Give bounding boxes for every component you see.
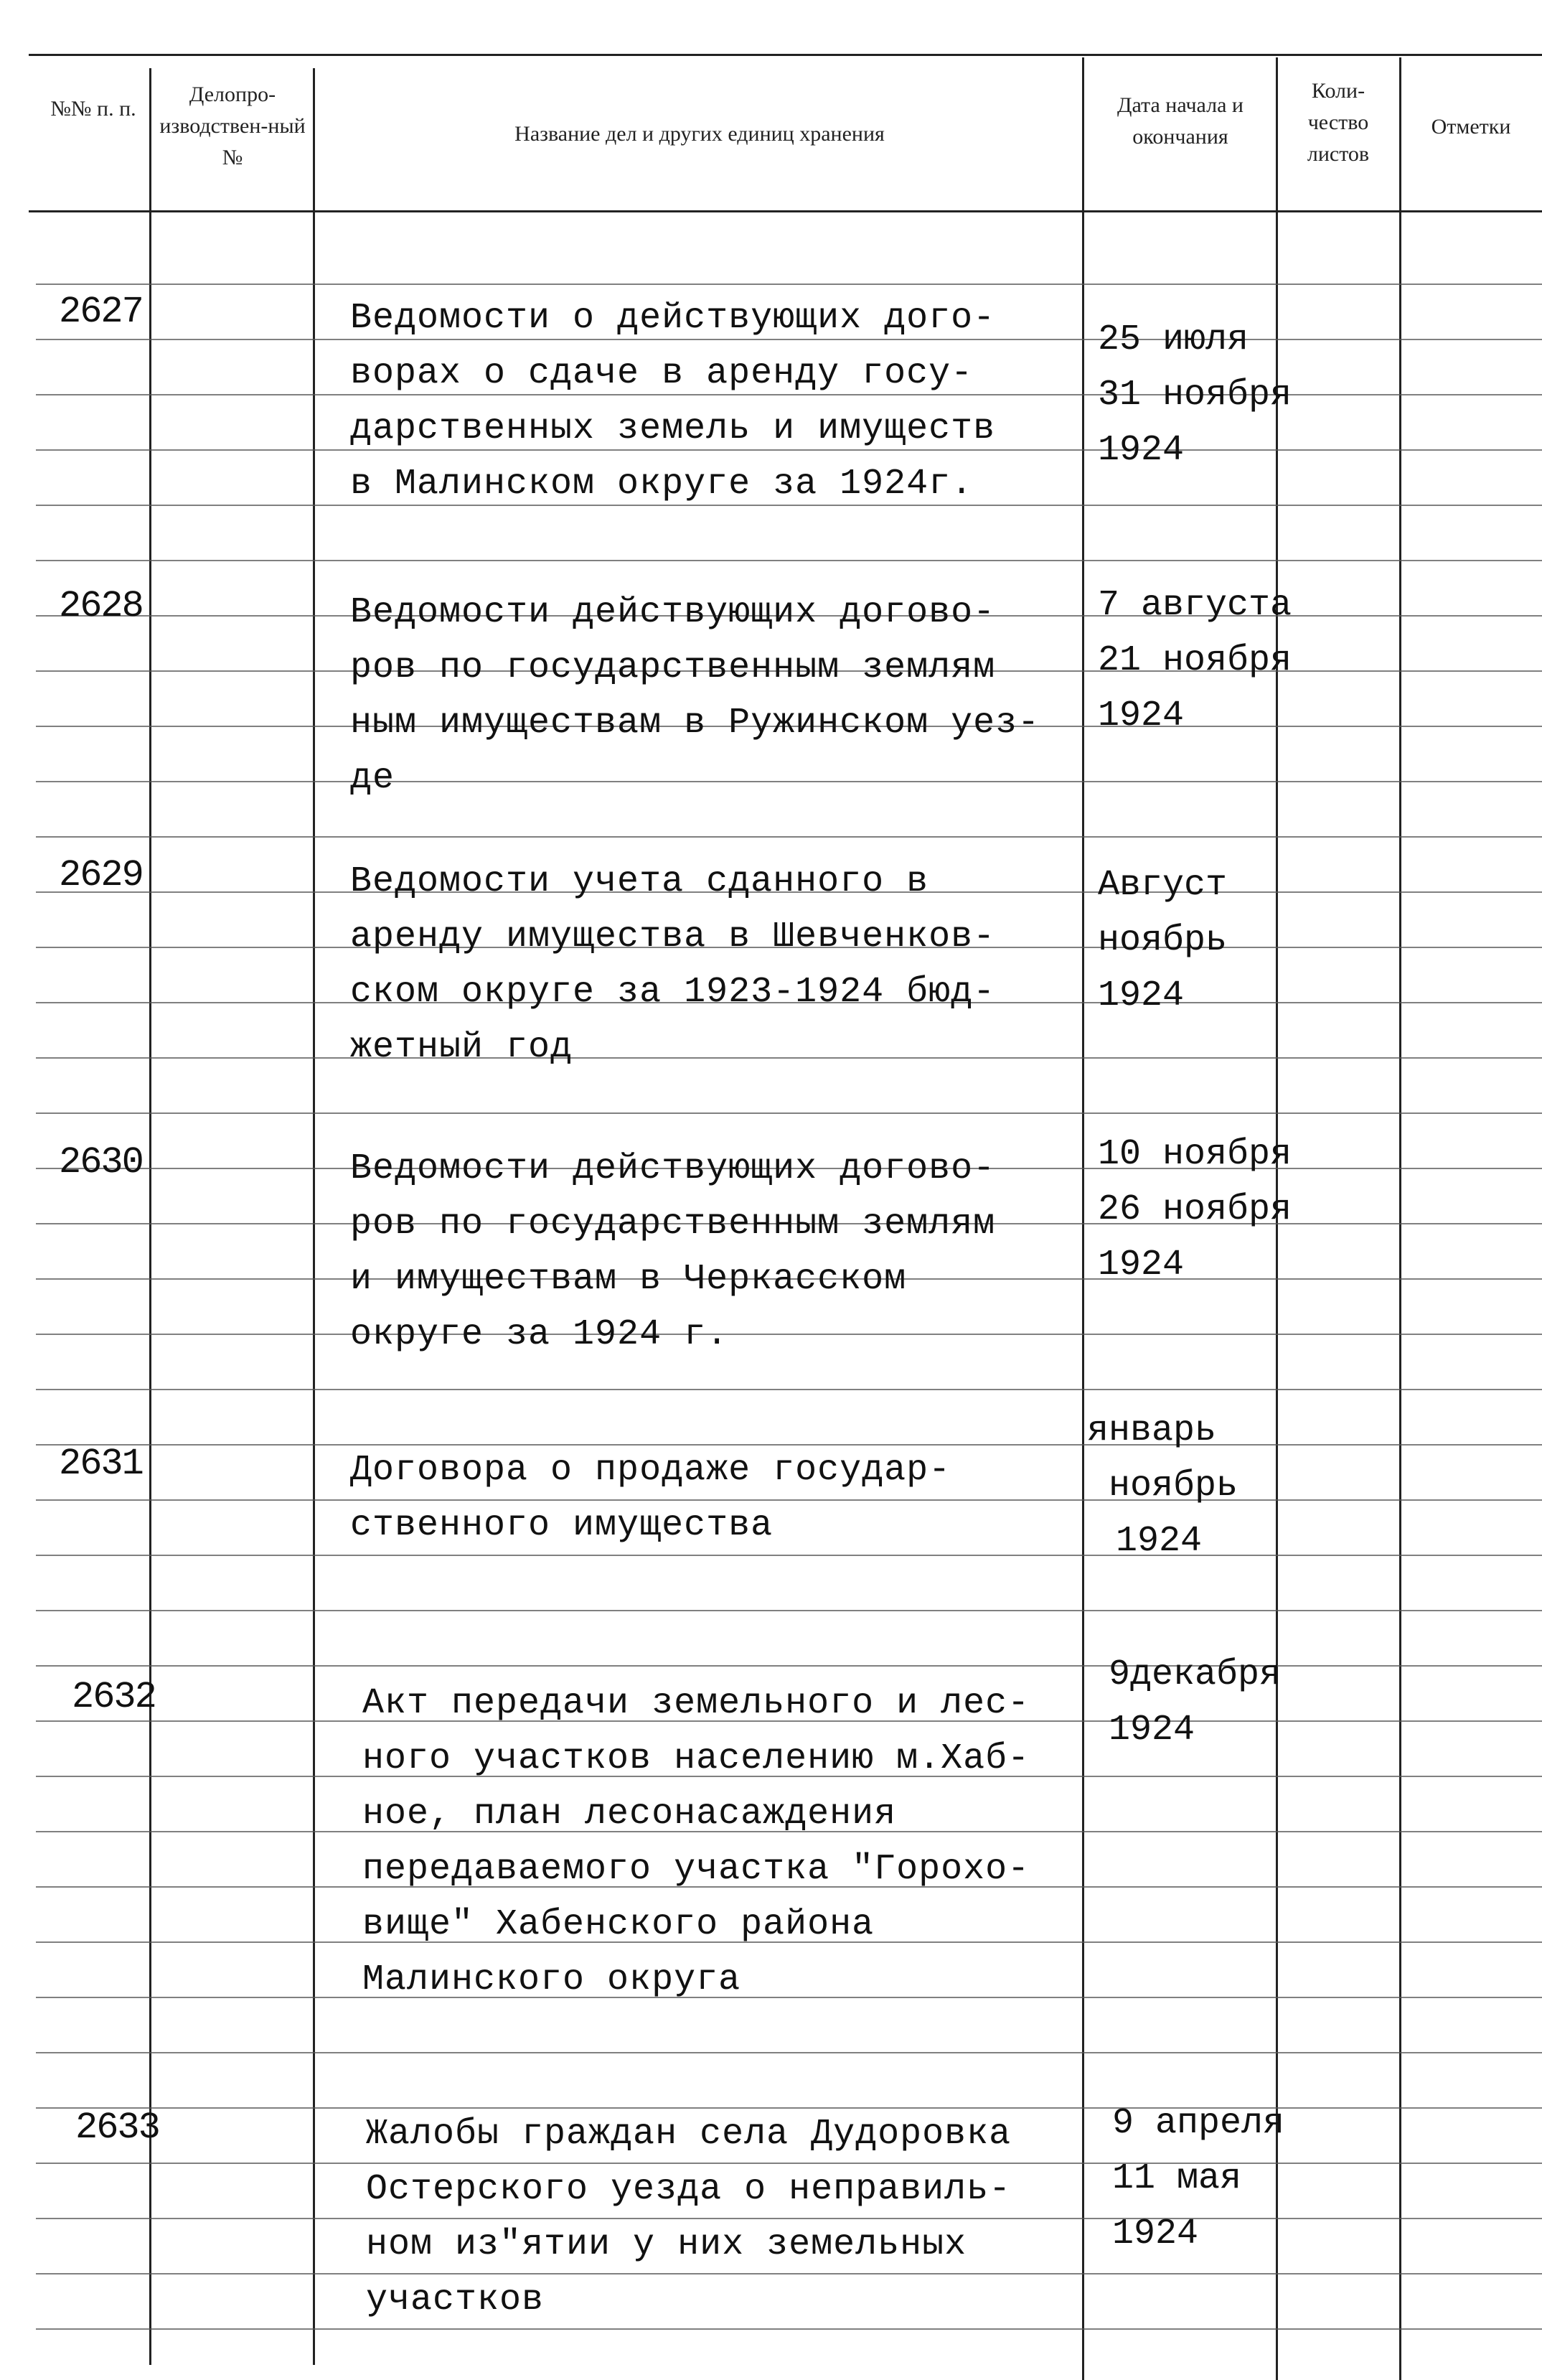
header-num: №№ п. п.: [50, 97, 136, 121]
col-divider-2: [313, 68, 315, 2365]
entry-dates: [1098, 858, 1327, 1023]
entry-number: 2628: [59, 585, 143, 627]
date-start: 25 июля: [1098, 319, 1249, 360]
header-dates: Дата начала и окончания: [1117, 93, 1244, 149]
col-divider-5: [1399, 57, 1401, 2380]
col-divider-1: [149, 68, 151, 2365]
entry-dates: [1098, 1127, 1327, 1293]
entry-number: 2632: [72, 1676, 156, 1718]
date-year: 1924: [1098, 695, 1185, 736]
entry-title: Акт передачи земельного и лес- ного участков населению м.Хаб- ное, план лесонасаждения передаваемого участка "Горохо- вище" Хабенского района Малинского округа: [362, 1683, 1030, 2000]
ledger-rule: [36, 284, 1542, 285]
entry-dates: [1098, 312, 1327, 478]
date-year: 1924: [1098, 430, 1185, 471]
date-end: ноябрь: [1109, 1466, 1238, 1507]
date-year: 1924: [1116, 1521, 1203, 1562]
header-notes: Отметки: [1431, 115, 1511, 139]
date-year: 1924: [1098, 975, 1185, 1016]
entry-dates: [1112, 2096, 1342, 2262]
ledger-rule: [36, 560, 1542, 561]
entry-title: Ведомости действующих догово- ров по государственным землям и имуществам в Черкасском округе за 1924 г.: [350, 1148, 996, 1355]
date-start: 9 апреля: [1112, 2103, 1285, 2144]
date-start: 7 августа: [1098, 585, 1292, 626]
entry-title: Ведомости учета сданного в аренду имущества в Шевченков- ском округе за 1923-1924 бюд- жетный год: [350, 861, 996, 1068]
entry-number: 2631: [59, 1443, 143, 1485]
date-year: 1924: [1098, 1245, 1185, 1285]
entry-title: Ведомости действующих догово- ров по государственным землям ным имуществам в Ружинском уез- де: [350, 592, 1040, 799]
date-end: 31 ноября: [1098, 375, 1292, 416]
entry-number: 2629: [59, 854, 143, 896]
header-title: Название дел и других единиц хранения: [514, 122, 885, 146]
date-end: ноябрь: [1098, 920, 1228, 961]
entry-dates: [1098, 578, 1327, 744]
header-top-rule: [29, 54, 1542, 56]
date-end: 26 ноября: [1098, 1189, 1292, 1230]
ledger-rule: [36, 2052, 1542, 2053]
date-start: январь: [1087, 1410, 1217, 1451]
ledger-rule: [36, 2328, 1542, 2330]
entry-dates: [1087, 1403, 1317, 1569]
entry-number: 2630: [59, 1141, 143, 1184]
entry-dates: [1109, 1647, 1338, 1758]
date-start: 10 ноября: [1098, 1134, 1292, 1175]
entry-title: Договора о продаже государ- ственного имущества: [350, 1450, 951, 1546]
date-year: 1924: [1112, 2213, 1199, 2254]
ledger-rule: [36, 836, 1542, 838]
date-start: 9декабря: [1109, 1654, 1282, 1695]
entry-title: Ведомости о действующих дого- ворах о сдаче в аренду госу- дарственных земель и имуществ в Малинском округе за 1924г.: [350, 298, 996, 505]
header-bottom-rule: [29, 210, 1542, 212]
date-end: 11 мая: [1112, 2158, 1242, 2199]
entry-number: 2633: [75, 2107, 159, 2149]
header-office-num: Делопро-изводствен-ный №: [159, 83, 306, 169]
ledger-rule: [36, 1389, 1542, 1390]
header-sheets: Коли-чество листов: [1307, 79, 1370, 166]
ledger-rule: [36, 1112, 1542, 1114]
date-start: Август: [1098, 865, 1228, 906]
entry-number: 2627: [59, 291, 143, 333]
entry-title: Жалобы граждан села Дудоровка Остерского уезда о неправиль- ном из"ятии у них земельных участков: [366, 2114, 1012, 2320]
ledger-rule: [36, 1610, 1542, 1611]
date-end: 21 ноября: [1098, 640, 1292, 681]
date-year: 1924: [1109, 1710, 1195, 1751]
